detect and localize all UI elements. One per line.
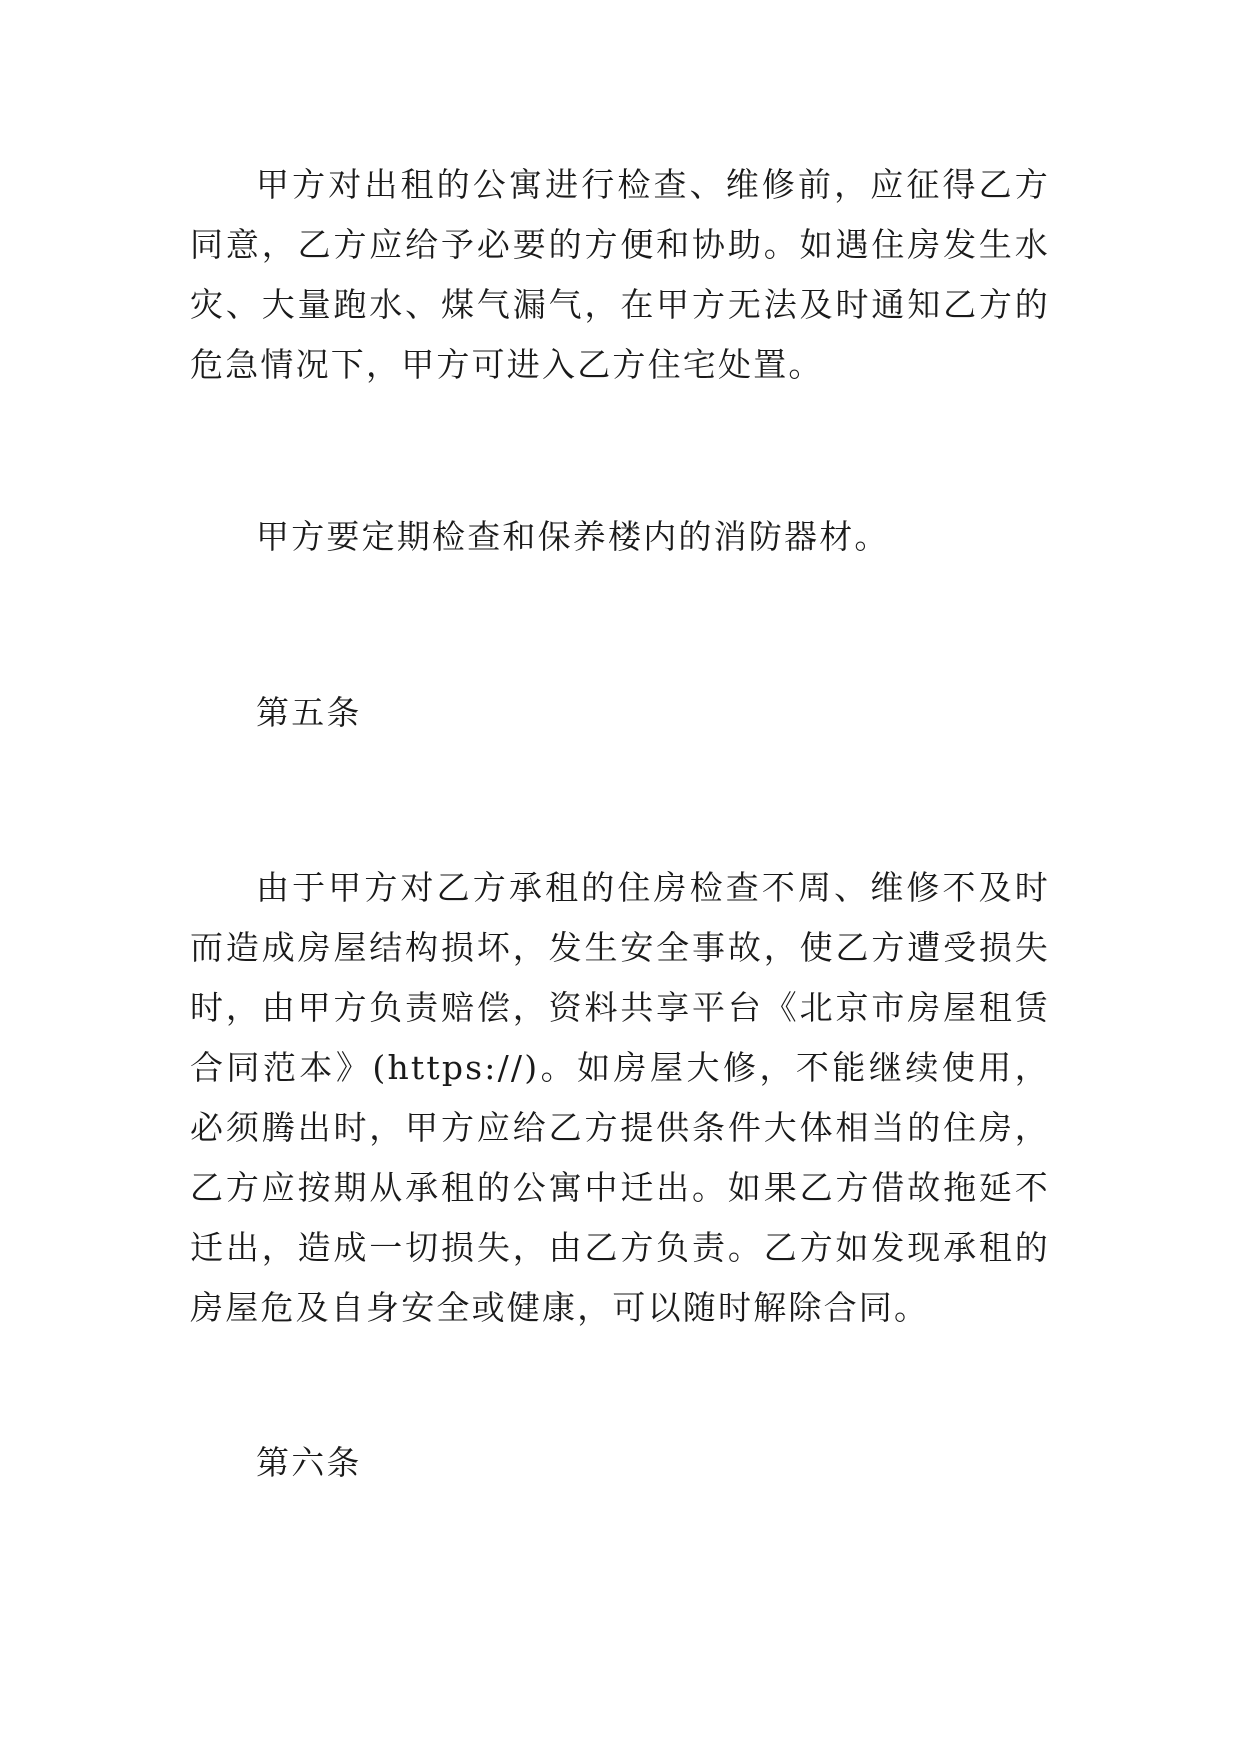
article-heading-6: 第六条 <box>256 1443 362 1482</box>
paragraph-inspection-repair: 甲方对出租的公寓进行检查、维修前，应征得乙方同意，乙方应给予必要的方便和协助。如遇住房发生水灾、大量跑水、煤气漏气，在甲方无法及时通知乙方的危急情况下，甲方可进入乙方住宅处置。 <box>190 165 1050 384</box>
paragraph-fire-equipment: 甲方要定期检查和保养楼内的消防器材。 <box>256 517 890 556</box>
article-heading-5: 第五条 <box>256 693 362 732</box>
paragraph-liability: 由于甲方对乙方承租的住房检查不周、维修不及时而造成房屋结构损坏，发生安全事故，使乙方遭受损失时，由甲方负责赔偿，资料共享平台《北京市房屋租赁合同范本》(https://)。如房屋大修，不能继续使用，必须腾出时，甲方应给乙方提供条件大体相当的住房，乙方应按期从承租的公寓中迁出。如果乙方借故拖延不迁出，造成一切损失，由乙方负责。乙方如发现承租的房屋危及自身安全或健康，可以随时解除合同。 <box>190 868 1050 1327</box>
